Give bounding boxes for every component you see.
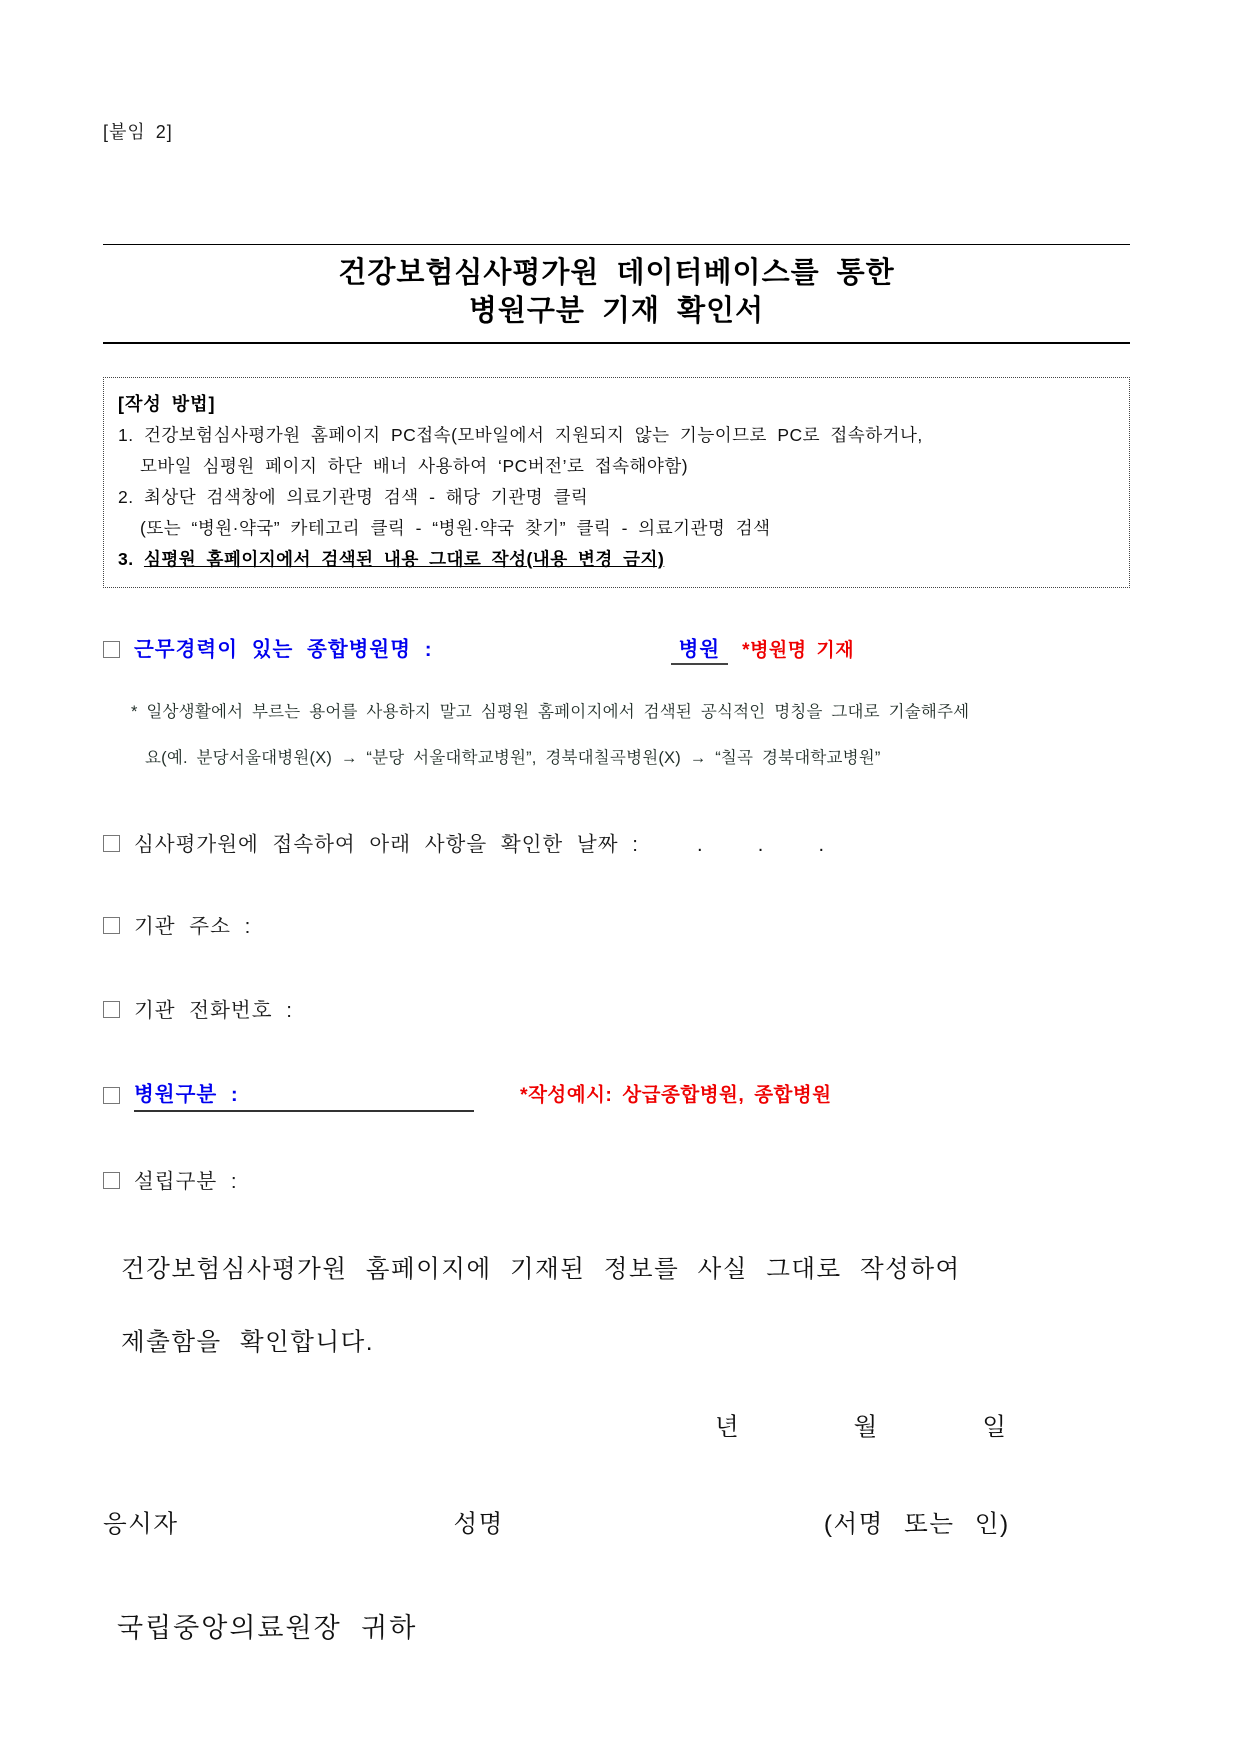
day-label: 일 [982,1414,1008,1441]
field-hospital-name [103,632,1130,665]
document-title-line1: 건강보험심사평가원 데이터베이스를 통한 [338,257,895,289]
field-check-date [103,827,1130,857]
declaration-line-1: 건강보험심사평가원 홈페이지에 기재된 정보를 사실 그대로 작성하여 [121,1256,961,1283]
checkbox-icon [103,641,120,658]
check-date-label: 심사평가원에 접속하여 아래 사항을 확인한 날짜 : [134,833,639,856]
month-label: 월 [853,1414,879,1441]
check-date-value: . . . [696,834,826,856]
field-hospital-type [103,1077,1130,1112]
hospital-name-hint: *병원명 기재 [742,640,855,661]
note-line-1: * 일상생활에서 부르는 용어를 사용하지 말고 심평원 홈페이지에서 검색된 공식적인 명칭을 그대로 기술해주세 [131,703,970,721]
year-label: 년 [715,1414,740,1441]
instruction-item-2: 2. 최상단 검색창에 의료기관명 검색 - 해당 기관명 클릭 [118,487,589,507]
signature-row [103,1505,1130,1540]
instruction-item-2-cont: (또는 “병원·약국” 카테고리 클릭 - “병원·약국 찾기” 클릭 - 의료기관명 검색 [140,518,771,538]
instruction-item-3-number: 3. [118,549,144,569]
field-phone [103,993,1130,1023]
attachment-label: [붙임 2] [103,122,173,142]
instructions-box [103,377,1130,588]
hospital-type-label: 병원구분 : [134,1083,239,1106]
instructions-header: [작성 방법] [118,394,216,414]
establishment-type-label: 설립구분 : [134,1170,238,1193]
declaration-line-2: 제출함을 확인합니다. [121,1329,375,1356]
instruction-item-3 [118,544,1115,575]
instruction-item-3-text: 심평원 홈페이지에서 검색된 내용 그대로 작성(내용 변경 금지) [143,549,665,569]
date-fill-row [103,1408,1130,1443]
field-establishment-type [103,1164,1130,1194]
hospital-name-label: 근무경력이 있는 종합병원명 : [134,638,433,661]
note-line-2: 요(예. 분당서울대병원(X) → “분당 서울대학교병원”, 경북대칠곡병원(X) → “칠곡 경북대학교병원” [145,749,881,767]
applicant-label: 응시자 [103,1511,179,1538]
instruction-item-1: 1. 건강보험심사평가원 홈페이지 PC접속(모바일에서 지원되지 않는 기능이므로 PC로 접속하거나, [118,425,923,445]
document-title-line2: 병원구분 기재 확인서 [468,295,765,327]
hospital-type-hint: *작성예시: 상급종합병원, 종합병원 [520,1084,832,1106]
field-address [103,909,1130,939]
checkbox-icon [103,1172,120,1189]
declaration-paragraph [103,1250,1130,1358]
name-label: 성명 [453,1511,504,1538]
recipient-line: 국립중앙의료원장 귀하 [117,1613,418,1643]
phone-label: 기관 전화번호 : [134,999,293,1022]
hospital-name-suffix: 병원 [671,632,729,665]
address-label: 기관 주소 : [134,915,252,938]
checkbox-icon [103,835,120,852]
checkbox-icon [103,917,120,934]
hospital-name-note [103,689,1130,781]
hospital-type-underline [134,1077,474,1112]
checkbox-icon [103,1087,120,1104]
instruction-item-1-cont: 모바일 심평원 페이지 하단 배너 사용하여 ‘PC버전’로 접속해야함) [140,456,689,476]
checkbox-icon [103,1001,120,1018]
seal-label: (서명 또는 인) [823,1511,1010,1538]
title-block [103,244,1130,344]
